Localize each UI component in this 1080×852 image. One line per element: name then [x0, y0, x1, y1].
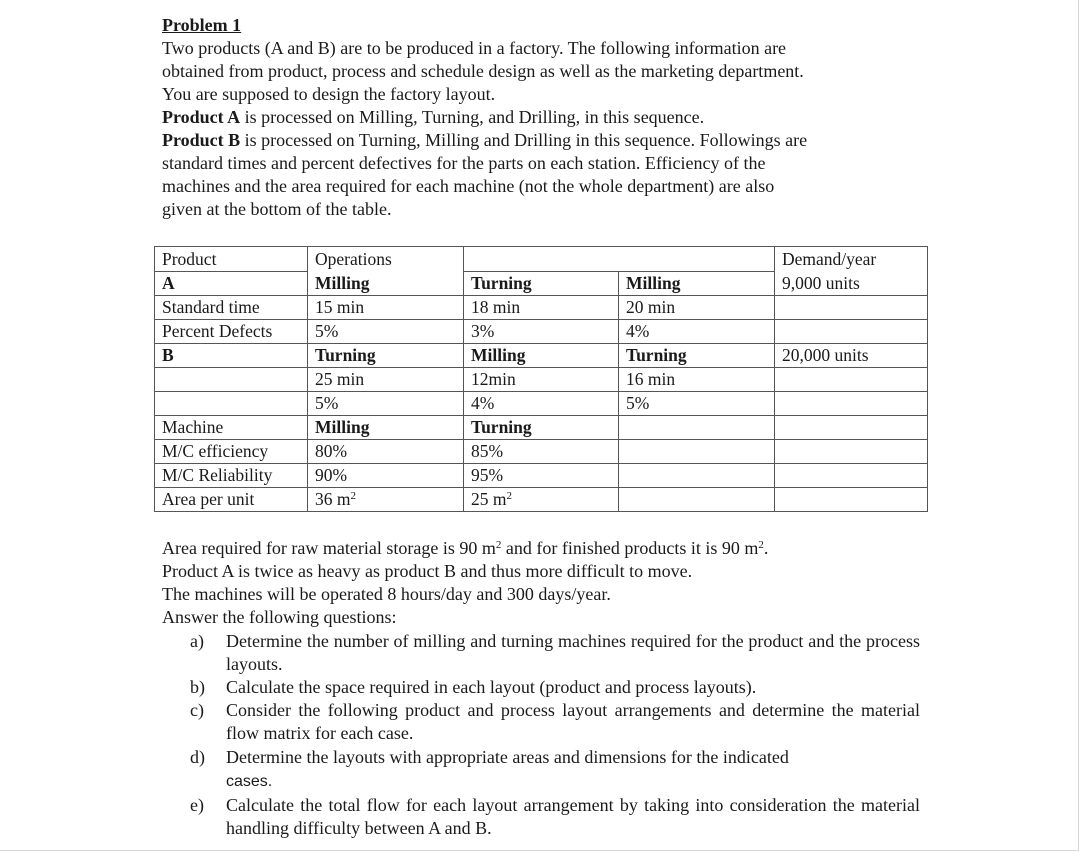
table-cell: 12min — [464, 368, 619, 392]
product-a-label: Product A — [162, 107, 241, 127]
intro-line-3: You are supposed to design the factory layout. — [162, 84, 496, 104]
intro-line-2: obtained from product, process and schedule design as well as the marketing department. — [162, 61, 804, 81]
table-row — [155, 392, 928, 416]
table-cell: 18 min — [464, 296, 619, 320]
question-list — [190, 630, 920, 840]
table-row — [155, 272, 928, 296]
area-milling: 36 m — [315, 489, 351, 509]
table-cell — [619, 488, 775, 512]
table-row — [155, 464, 928, 488]
table-cell: Product — [155, 247, 308, 272]
hours-note: The machines will be operated 8 hours/day and 300 days/year. — [162, 584, 611, 604]
superscript: 2 — [350, 490, 356, 502]
question-item — [190, 630, 920, 676]
intro-line-1: Two products (A and B) are to be produced in a factory. The following information are — [162, 38, 787, 58]
question-text-continued: cases. — [226, 773, 273, 790]
continuation-line-3: given at the bottom of the table. — [162, 199, 392, 219]
table-cell: 95% — [464, 464, 619, 488]
question-text: Calculate the total flow for each layout arrangement by taking into consideration the material handling difficulty between A and B. — [226, 795, 920, 838]
product-a-line — [162, 106, 942, 129]
table-cell — [775, 320, 928, 344]
production-data-table — [154, 246, 928, 512]
table-cell: Milling — [619, 272, 775, 296]
question-text: Determine the layouts with appropriate areas and dimensions for the indicated — [226, 747, 789, 767]
product-b-label: Product B — [162, 130, 241, 150]
table-row — [155, 416, 928, 440]
table-cell: Standard time — [155, 296, 308, 320]
table-cell — [308, 488, 464, 512]
question-marker: d) — [190, 747, 205, 767]
table-cell — [775, 368, 928, 392]
table-cell: Milling — [308, 272, 464, 296]
table-cell: 5% — [619, 392, 775, 416]
table-cell — [619, 247, 775, 272]
problem-title: Problem 1 — [162, 15, 242, 35]
table-cell — [464, 247, 619, 272]
table-row — [155, 296, 928, 320]
problem-intro — [162, 14, 942, 221]
table-cell: 90% — [308, 464, 464, 488]
table-cell — [155, 368, 308, 392]
table-row — [155, 344, 928, 368]
question-marker: b) — [190, 677, 205, 697]
product-a-text: is processed on Milling, Turning, and Drilling, in this sequence. — [240, 107, 705, 127]
table-cell: 5% — [308, 320, 464, 344]
table-cell: 85% — [464, 440, 619, 464]
table-cell: 20 min — [619, 296, 775, 320]
question-marker: e) — [190, 795, 204, 815]
storage-text-2: and for finished products it is 90 m — [501, 538, 759, 558]
table-cell — [775, 296, 928, 320]
table-cell: 16 min — [619, 368, 775, 392]
table-cell: Area per unit — [155, 488, 308, 512]
question-marker: c) — [190, 700, 204, 720]
table-cell: Turning — [464, 416, 619, 440]
table-cell: 20,000 units — [775, 344, 928, 368]
table-cell: Milling — [308, 416, 464, 440]
table-cell: 15 min — [308, 296, 464, 320]
table-row — [155, 320, 928, 344]
storage-text-1: Area required for raw material storage is 90 m — [162, 538, 496, 558]
answer-heading: Answer the following questions: — [162, 607, 397, 627]
table-cell: Turning — [308, 344, 464, 368]
table-cell — [619, 464, 775, 488]
product-b-line — [162, 129, 942, 152]
superscript: 2 — [495, 539, 502, 551]
table-row — [155, 488, 928, 512]
table-cell: Turning — [619, 344, 775, 368]
table-cell: Percent Defects — [155, 320, 308, 344]
continuation-line-2: machines and the area required for each machine (not the whole department) are also — [162, 176, 775, 196]
table-cell — [775, 464, 928, 488]
table-row — [155, 247, 928, 272]
superscript: 2 — [758, 539, 764, 551]
table-cell — [619, 416, 775, 440]
table-row — [155, 440, 928, 464]
table-row — [155, 368, 928, 392]
table-cell: 4% — [619, 320, 775, 344]
table-cell: 25 min — [308, 368, 464, 392]
table-cell: Demand/year — [775, 247, 928, 272]
continuation-line-1: standard times and percent defectives for the parts on each station. Efficiency of the — [162, 153, 766, 173]
table-cell: 4% — [464, 392, 619, 416]
table-cell — [775, 440, 928, 464]
question-item — [190, 699, 920, 745]
table-cell: M/C efficiency — [155, 440, 308, 464]
storage-text-3: . — [763, 538, 769, 558]
notes-section — [162, 537, 962, 629]
table-cell: Turning — [464, 272, 619, 296]
table-cell — [775, 392, 928, 416]
table-cell — [155, 392, 308, 416]
table-cell: Machine — [155, 416, 308, 440]
table-cell: Operations — [308, 247, 464, 272]
question-text: Consider the following product and process layout arrangements and determine the material flow matrix for each case. — [226, 700, 920, 743]
table-cell: 3% — [464, 320, 619, 344]
table-cell: 9,000 units — [775, 272, 928, 296]
table-cell: B — [155, 344, 308, 368]
question-item — [190, 794, 920, 840]
table-cell: A — [155, 272, 308, 296]
table-cell — [775, 488, 928, 512]
table-cell: 80% — [308, 440, 464, 464]
question-text: Determine the number of milling and turning machines required for the product and the process layouts. — [226, 631, 920, 674]
area-turning: 25 m — [471, 489, 507, 509]
table-cell — [775, 416, 928, 440]
product-b-text: is processed on Turning, Milling and Drilling in this sequence. Followings are — [240, 130, 808, 150]
table-cell — [464, 488, 619, 512]
table-cell: Milling — [464, 344, 619, 368]
question-marker: a) — [190, 631, 204, 651]
question-item — [190, 746, 920, 793]
weight-note: Product A is twice as heavy as product B and thus more difficult to move. — [162, 561, 693, 581]
storage-note — [162, 537, 962, 560]
superscript: 2 — [506, 490, 512, 502]
table-cell: M/C Reliability — [155, 464, 308, 488]
question-item — [190, 676, 920, 699]
table-cell: 5% — [308, 392, 464, 416]
table-cell — [619, 440, 775, 464]
question-text: Calculate the space required in each layout (product and process layouts). — [226, 677, 757, 697]
